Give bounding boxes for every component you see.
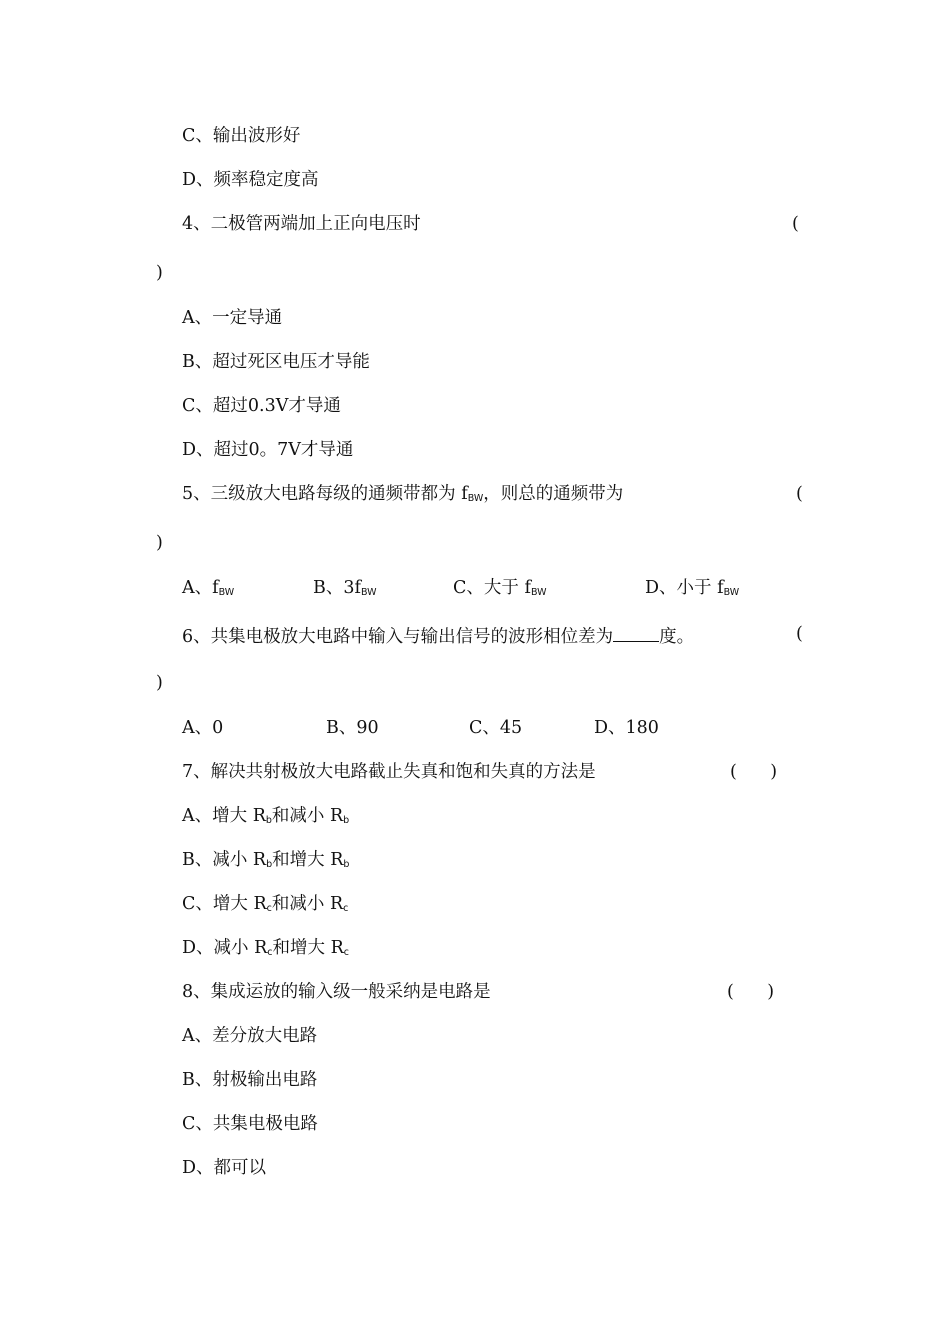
q6-answer-paren-open: ( [796,624,803,644]
q5-option-c-text: C、大于 f [453,578,531,598]
q3-option-d: D、频率稳定度高 [182,170,319,190]
q8-stem: 8、集成运放的输入级一般采纳是电路是 [182,982,491,1002]
q6-stem-post: 度。 [659,627,695,647]
q7-option-d-sub-2: c [343,947,349,958]
q6-stem [182,626,694,647]
q6-answer-paren-close: ) [156,673,163,693]
q5-option-c-subscript: BW [530,587,547,598]
q7-option-d-text-1: D、减小 R [182,938,268,958]
q7-option-a-sub-1: b [265,815,272,826]
q5-option-b-text: B、3f [313,578,361,598]
q4-stem: 4、二极管两端加上正向电压时 [182,214,421,234]
q5-option-b-subscript: BW [360,587,377,598]
q5-stem-pre: 5、三级放大电路每级的通频带都为 f [182,484,468,504]
q5-option-a [182,580,234,598]
q5-stem [182,486,623,504]
q6-fill-blank [613,626,659,642]
q7-option-d-sub-1: c [267,947,273,958]
q5-stem-post: ，则总的通频带为 [483,484,624,504]
q8-option-b: B、射极输出电路 [182,1070,318,1090]
q7-option-c-sub-2: c [343,903,349,914]
q6-stem-pre: 6、共集电极放大电路中输入与输出信号的波形相位差为 [182,627,614,647]
q3-option-c: C、输出波形好 [182,126,301,146]
q7-option-a-text-2: 和减小 R [271,806,344,826]
q5-option-d-subscript: BW [723,587,740,598]
q6-option-b: B、90 [326,718,379,738]
q5-answer-paren-close: ) [156,533,163,553]
q5-option-a-subscript: BW [218,587,235,598]
q7-stem: 7、解决共射极放大电路截止失真和饱和失真的方法是 [182,762,596,782]
q7-option-a-sub-2: b [343,815,350,826]
q4-option-d: D、超过0。7V才导通 [182,440,354,460]
q4-option-b: B、超过死区电压才导能 [182,352,370,372]
q4-answer-paren-open: ( [792,214,799,234]
q7-option-c [182,896,348,914]
q7-option-d-text-2: 和增大 R [272,938,344,958]
q7-option-b-sub-2: b [343,859,350,870]
q5-option-d-text: D、小于 f [645,578,724,598]
q7-option-b-sub-1: b [266,859,273,870]
q7-option-a-text-1: A、增大 R [182,806,266,826]
q5-option-a-text: A、f [182,578,219,598]
q7-option-c-sub-1: c [266,903,272,914]
q7-option-c-text-2: 和减小 R [271,894,344,914]
q8-answer-paren: ( ) [727,982,775,1002]
q7-answer-paren: ( ) [730,762,778,782]
q6-option-d: D、180 [594,718,659,738]
q4-answer-paren-close: ) [156,263,163,283]
q8-option-c: C、共集电极电路 [182,1114,318,1134]
q5-option-d [645,580,739,598]
q5-answer-paren-open: ( [796,484,803,504]
q5-stem-subscript: BW [467,493,484,504]
q6-option-a: A、0 [182,718,224,738]
q7-option-c-text-1: C、增大 R [182,894,267,914]
q7-option-b-text-1: B、减小 R [182,850,267,870]
q8-option-a: A、差分放大电路 [182,1026,318,1046]
q7-option-a [182,808,349,826]
q4-option-c: C、超过0.3V才导通 [182,396,341,416]
q7-option-d [182,940,349,958]
q6-option-c: C、45 [469,718,523,738]
q5-option-b [313,580,377,598]
q5-option-c [453,580,547,598]
q8-option-d: D、都可以 [182,1158,267,1178]
q7-option-b [182,852,349,870]
q4-option-a: A、一定导通 [182,308,283,328]
q7-option-b-text-2: 和增大 R [272,850,344,870]
